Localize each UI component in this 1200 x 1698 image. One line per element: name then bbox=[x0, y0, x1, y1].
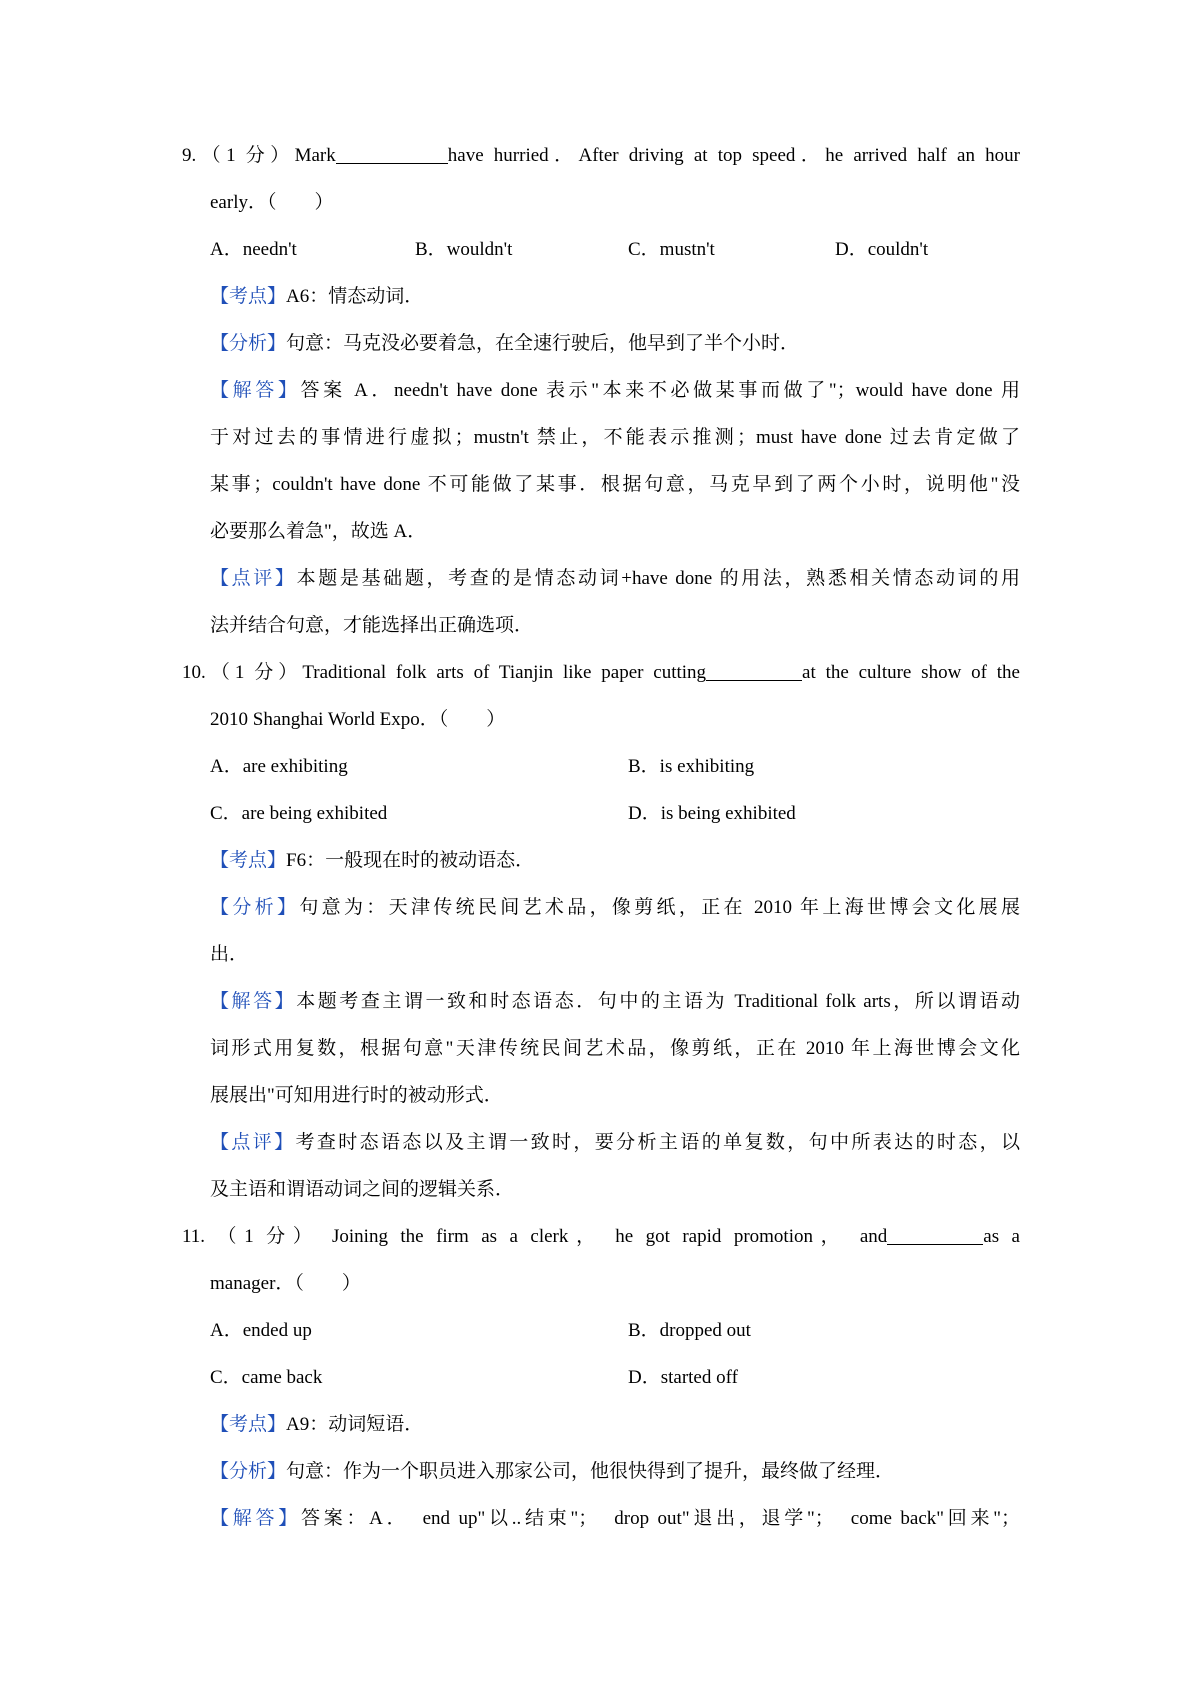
option-b: B．wouldn't bbox=[415, 239, 513, 260]
jieda-line: 于对过去的事情进行虚拟；mustn't 禁止，不能表示推测；must have done 过去肯定做了 bbox=[210, 427, 1020, 448]
fenxi-line: 【分析】句意为：天津传统民间艺术品，像剪纸，正在 2010 年上海世博会文化展展 bbox=[210, 897, 1020, 918]
question-11-stem: 11. （1 分） Joining the firm as a clerk， he got rapid promotion， and as a bbox=[182, 1226, 1020, 1247]
fenxi-line: 【分析】句意：作为一个职员进入那家公司，他很快得到了提升，最终做了经理． bbox=[210, 1461, 895, 1482]
jieda-tag: 【解答】 bbox=[210, 380, 301, 401]
fenxi-line: 出． bbox=[210, 944, 249, 965]
fenxi-tag: 【分析】 bbox=[210, 1461, 287, 1482]
kaodian-line: 【考点】A6：情态动词． bbox=[210, 286, 424, 307]
dianping-line: 【点评】本题是基础题，考查的是情态动词+have done 的用法，熟悉相关情态动词的用 bbox=[210, 568, 1020, 589]
option-d: D．couldn't bbox=[835, 239, 929, 260]
kaodian-tag: 【考点】 bbox=[210, 1414, 287, 1435]
jieda-tag: 【解答】 bbox=[210, 991, 297, 1012]
dianping-line: 及主语和谓语动词之间的逻辑关系． bbox=[210, 1179, 515, 1200]
answer-blank bbox=[706, 660, 802, 681]
jieda-line: 某事；couldn't have done 不可能做了某事．根据句意，马克早到了两个小时，说明他"没 bbox=[210, 474, 1020, 495]
jieda-line: 展展出"可知用进行时的被动形式． bbox=[210, 1085, 503, 1106]
option-c: C．mustn't bbox=[628, 239, 715, 260]
dianping-tag: 【点评】 bbox=[210, 568, 297, 589]
jieda-line: 【解答】答案 A．needn't have done 表示"本来不必做某事而做了"；would have done 用 bbox=[210, 380, 1020, 401]
kaodian-tag: 【考点】 bbox=[210, 286, 287, 307]
jieda-line: 必要那么着急"，故选 A． bbox=[210, 521, 427, 542]
question-9-stem-cont: early．（ ） bbox=[210, 192, 334, 213]
option-d: D．is being exhibited bbox=[628, 803, 796, 824]
jieda-line: 词形式用复数，根据句意"天津传统民间艺术品，像剪纸，正在 2010 年上海世博会文化 bbox=[210, 1038, 1020, 1059]
kaodian-line: 【考点】A9：动词短语． bbox=[210, 1414, 424, 1435]
dianping-line: 法并结合句意，才能选择出正确选项． bbox=[210, 615, 534, 636]
fenxi-tag: 【分析】 bbox=[210, 333, 287, 354]
option-d: D．started off bbox=[628, 1367, 738, 1388]
dianping-line: 【点评】考查时态语态以及主谓一致时，要分析主语的单复数，句中所表达的时态，以 bbox=[210, 1132, 1020, 1153]
jieda-line: 【解答】答案：A． end up"以..结束"； drop out"退出，退学"； come back"回来"； bbox=[210, 1508, 1020, 1529]
jieda-tag: 【解答】 bbox=[210, 1508, 301, 1529]
jieda-line: 【解答】本题考查主谓一致和时态语态．句中的主语为 Traditional folk arts，所以谓语动 bbox=[210, 991, 1020, 1012]
option-b: B．is exhibiting bbox=[628, 756, 755, 777]
answer-blank bbox=[336, 143, 448, 164]
option-b: B．dropped out bbox=[628, 1320, 751, 1341]
option-c: C．are being exhibited bbox=[210, 803, 388, 824]
question-11-stem-cont: manager．（ ） bbox=[210, 1273, 361, 1294]
fenxi-line: 【分析】句意：马克没必要着急，在全速行驶后，他早到了半个小时． bbox=[210, 333, 800, 354]
question-9-stem: 9.（1 分）Mark have hurried．After driving at top speed．he arrived half an hour bbox=[182, 145, 1020, 166]
kaodian-line: 【考点】F6：一般现在时的被动语态． bbox=[210, 850, 535, 871]
answer-blank bbox=[887, 1224, 983, 1245]
dianping-tag: 【点评】 bbox=[210, 1132, 296, 1153]
kaodian-tag: 【考点】 bbox=[210, 850, 287, 871]
fenxi-tag: 【分析】 bbox=[210, 897, 300, 918]
option-c: C．came back bbox=[210, 1367, 323, 1388]
option-a: A．are exhibiting bbox=[210, 756, 348, 777]
question-10-stem: 10.（1 分）Traditional folk arts of Tianjin like paper cutting at the culture show of the bbox=[182, 662, 1020, 683]
option-a: A．needn't bbox=[210, 239, 297, 260]
question-10-stem-cont: 2010 Shanghai World Expo．（ ） bbox=[210, 709, 506, 730]
option-a: A．ended up bbox=[210, 1320, 312, 1341]
